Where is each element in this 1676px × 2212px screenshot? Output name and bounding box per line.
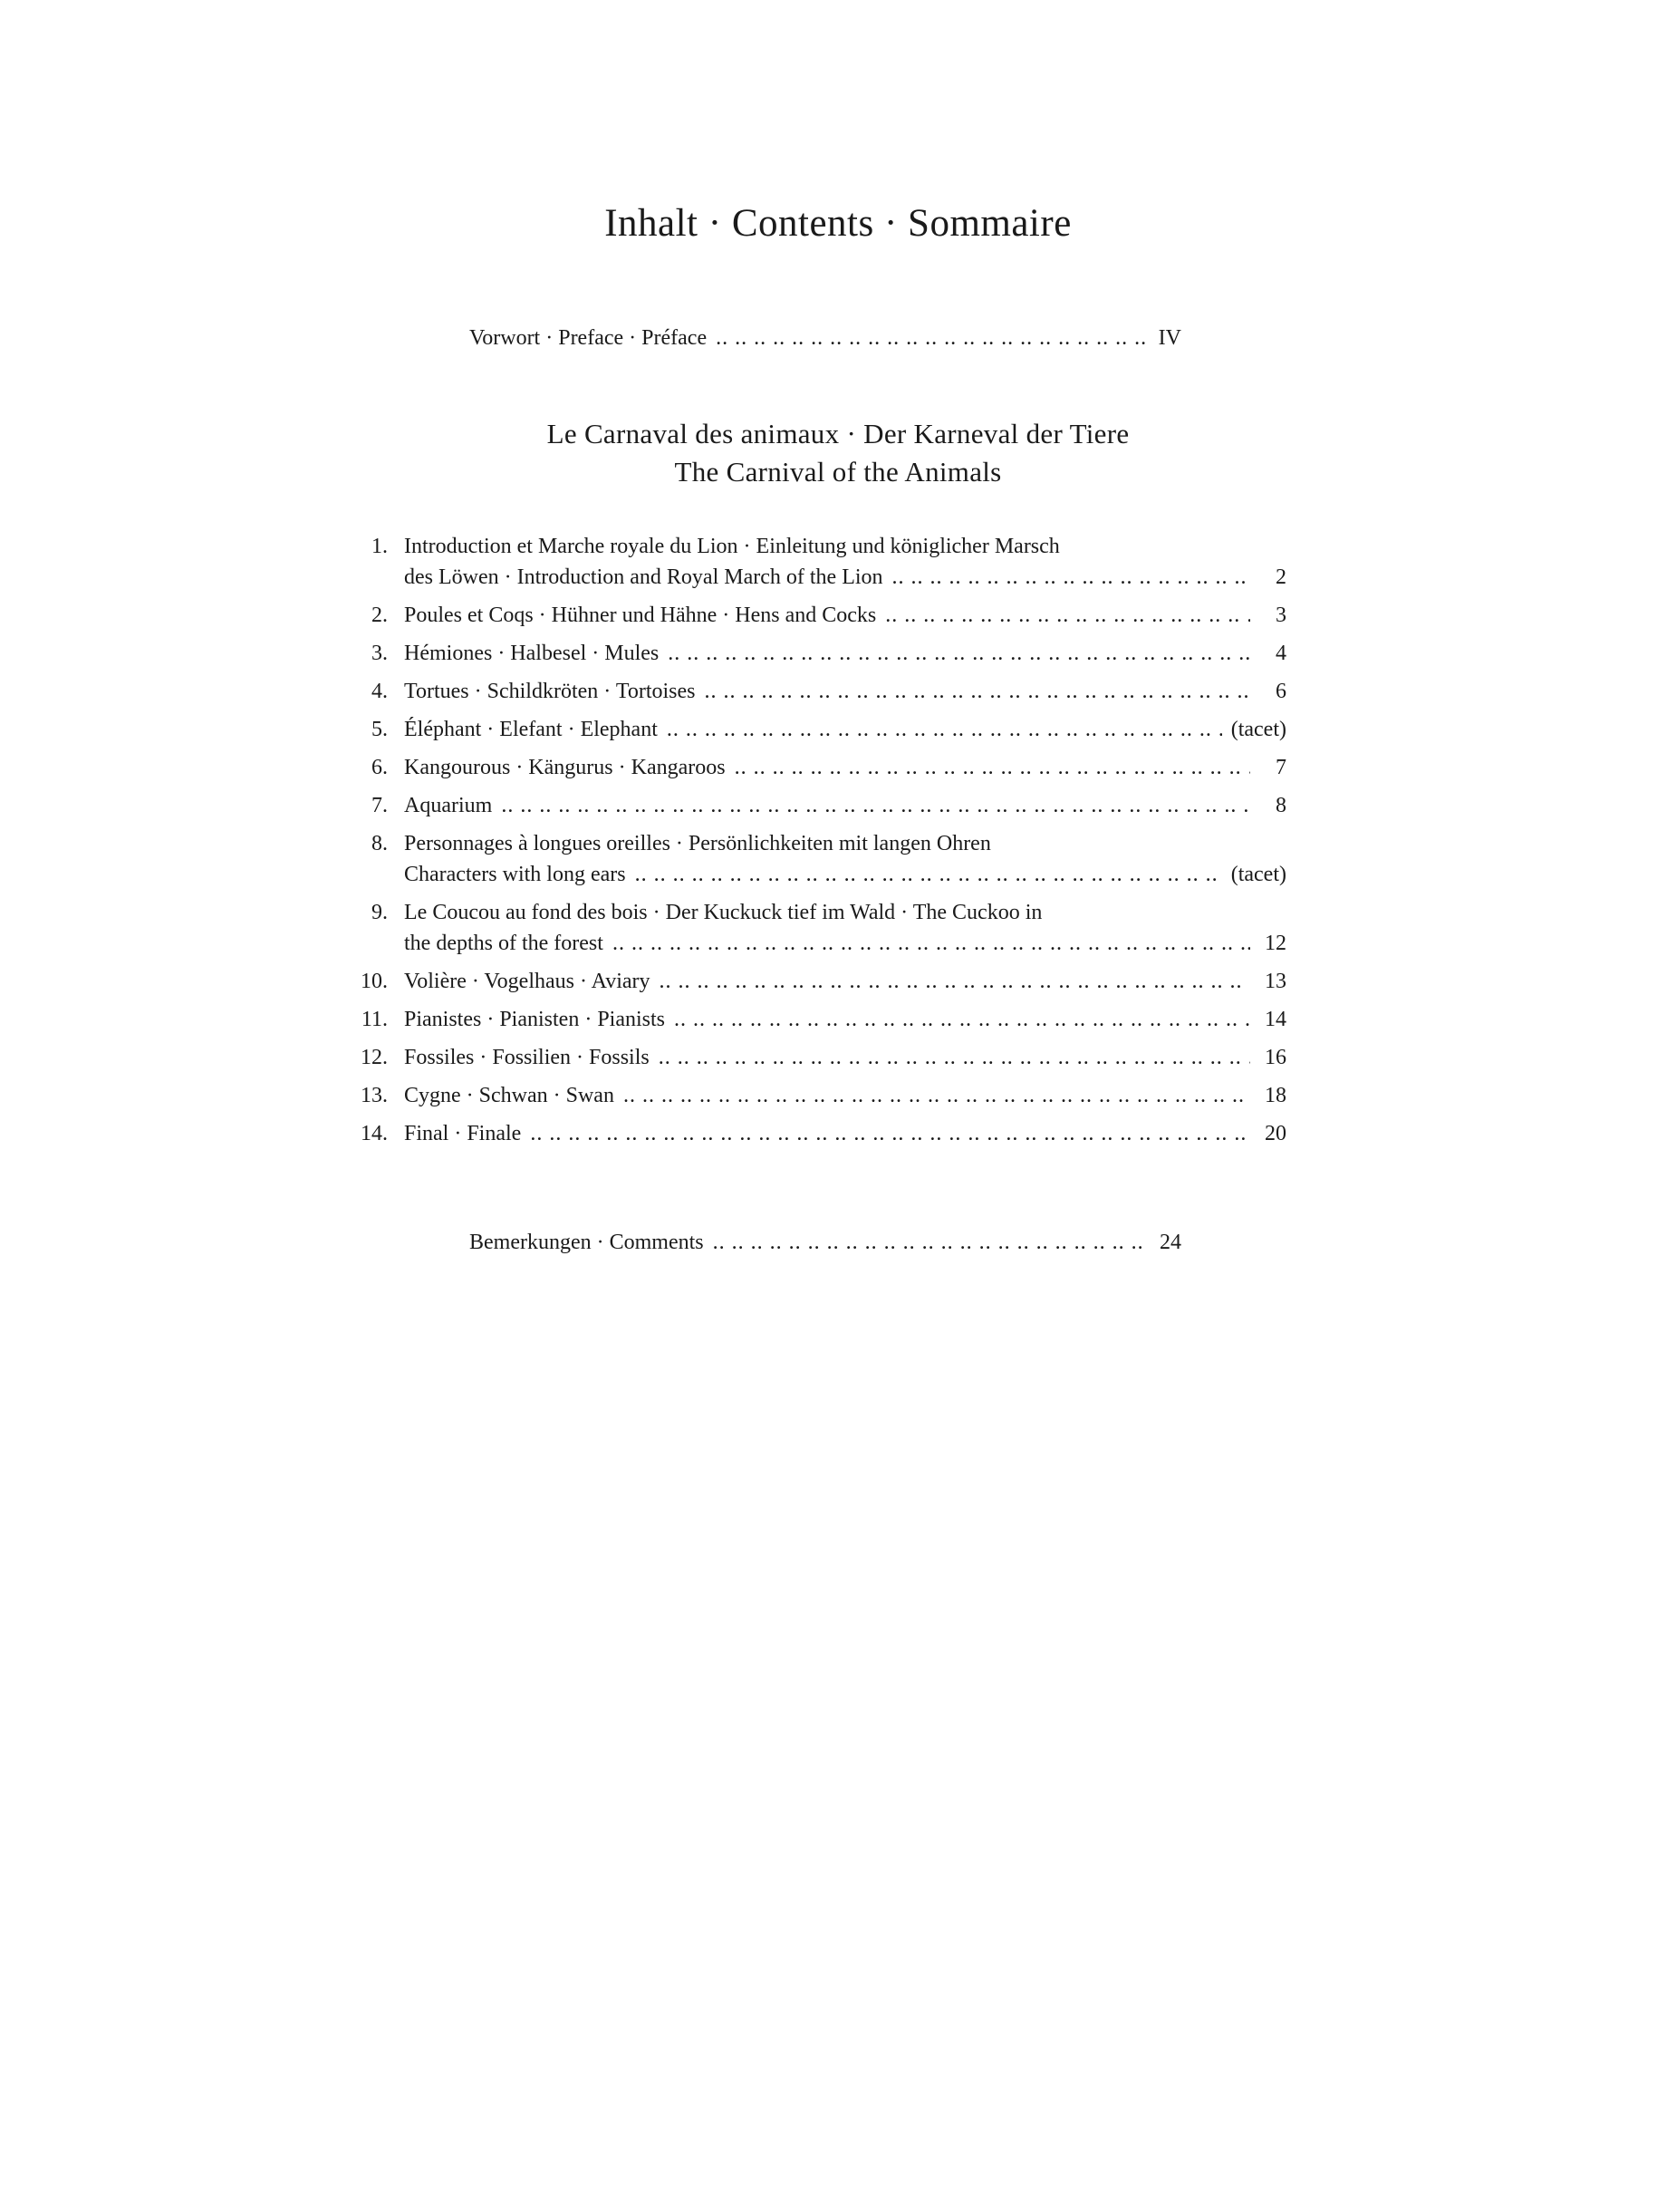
dot-leader [713, 1227, 1151, 1258]
movement-number: 9. [371, 901, 388, 924]
movement-number: 4. [371, 680, 388, 703]
movement-title: the depths of the forest [404, 932, 603, 955]
movement-title: Éléphant · Elefant · Elephant [404, 718, 658, 741]
movement-number: 13. [361, 1084, 388, 1107]
movement-title: Tortues · Schildkröten · Tortoises [404, 680, 696, 703]
page-number: 4 [1276, 642, 1286, 665]
movement-title: Volière · Vogelhaus · Aviary [404, 970, 650, 993]
page-number: 3 [1276, 604, 1286, 627]
page-number: 16 [1265, 1046, 1286, 1069]
movement-title-block [404, 752, 1286, 783]
movement-number: 3. [371, 642, 388, 665]
movement-title-line [404, 752, 1286, 783]
page-number: 6 [1276, 680, 1286, 703]
dot-leader [735, 752, 1250, 783]
toc-entry-movement[interactable] [344, 531, 1286, 593]
movement-title-block [404, 1080, 1286, 1111]
dot-leader [704, 676, 1250, 707]
movement-title: Cygne · Schwan · Swan [404, 1084, 614, 1107]
dot-leader [612, 928, 1250, 959]
movement-title-block [404, 676, 1286, 707]
movement-title-line [404, 714, 1286, 745]
toc-entry-movement[interactable] [344, 828, 1286, 890]
movement-number: 6. [371, 756, 388, 779]
movement-title-line [404, 1042, 1286, 1073]
movement-title-block [404, 897, 1286, 959]
movement-title-line [404, 638, 1286, 669]
movement-number: 14. [361, 1122, 388, 1145]
toc-entry-movement[interactable] [344, 790, 1286, 821]
movement-title-block [404, 1042, 1286, 1073]
dot-leader [659, 1042, 1250, 1073]
movement-title: Final · Finale [404, 1122, 522, 1145]
page-number: 24 [1160, 1231, 1181, 1254]
dot-leader [501, 790, 1250, 821]
dot-leader [716, 323, 1150, 353]
movement-title: Aquarium [404, 794, 493, 817]
movement-title-line [404, 1004, 1286, 1035]
toc-entry-movement[interactable] [344, 638, 1286, 669]
page-number: (tacet) [1230, 718, 1286, 741]
page-number: 13 [1265, 970, 1286, 993]
page-number: 20 [1265, 1122, 1286, 1145]
dot-leader [892, 562, 1250, 593]
dot-leader [668, 638, 1250, 669]
movement-title-block [404, 1118, 1286, 1149]
movement-title-first-line: Personnages à longues oreilles · Persönlichkeiten mit langen Ohren [404, 832, 991, 855]
movement-number: 1. [371, 535, 388, 558]
movement-title-block [404, 531, 1286, 593]
movement-title-line [404, 859, 1286, 890]
toc-entry-movement[interactable] [344, 966, 1286, 997]
entry-label: Bemerkungen · Comments [469, 1231, 704, 1254]
toc-entry-movement[interactable] [344, 600, 1286, 631]
toc-entry-movement[interactable] [344, 1080, 1286, 1111]
movement-number: 10. [361, 970, 388, 993]
dot-leader [667, 714, 1222, 745]
page-number: (tacet) [1230, 863, 1286, 886]
movement-number: 2. [371, 604, 388, 627]
movement-title-block [404, 638, 1286, 669]
movement-title-first-line: Le Coucou au fond des bois · Der Kuckuck tief im Wald · The Cuckoo in [404, 901, 1043, 924]
movement-list [344, 531, 1286, 1156]
movement-title-line [404, 928, 1286, 959]
movement-title: Poules et Coqs · Hühner und Hähne · Hens and Cocks [404, 604, 877, 627]
toc-entry-movement[interactable] [344, 752, 1286, 783]
movement-title: Pianistes · Pianisten · Pianists [404, 1008, 665, 1031]
page-number: 18 [1265, 1084, 1286, 1107]
movement-title: Hémiones · Halbesel · Mules [404, 642, 660, 665]
page-number: 8 [1276, 794, 1286, 817]
movement-number: 8. [371, 832, 388, 855]
page-number: 2 [1276, 565, 1286, 589]
movement-title-block [404, 790, 1286, 821]
dot-leader [660, 966, 1250, 997]
toc-entry-movement[interactable] [344, 1004, 1286, 1035]
page-number: 12 [1265, 932, 1286, 955]
movement-title-block [404, 1004, 1286, 1035]
movement-title-line [404, 562, 1286, 593]
movement-title-line [404, 790, 1286, 821]
movement-number: 11. [361, 1008, 388, 1031]
movement-title-line [404, 1118, 1286, 1149]
movement-title-first-line: Introduction et Marche royale du Lion · Einleitung und königlicher Marsch [404, 535, 1060, 558]
dot-leader [885, 600, 1250, 631]
dot-leader [674, 1004, 1250, 1035]
movement-number: 7. [371, 794, 388, 817]
movement-title-line [404, 966, 1286, 997]
movement-title-line [404, 676, 1286, 707]
dot-leader [530, 1118, 1250, 1149]
entry-label: Vorwort · Preface · Préface [469, 326, 708, 350]
dot-leader [623, 1080, 1250, 1111]
movement-title: Kangourous · Kängurus · Kangaroos [404, 756, 726, 779]
movement-title-line [404, 600, 1286, 631]
movement-number: 5. [371, 718, 388, 741]
toc-entry-preface[interactable] [469, 323, 1181, 353]
movement-title-block [404, 600, 1286, 631]
dot-leader [635, 859, 1222, 890]
page-title: Inhalt · Contents · Sommaire [604, 202, 1072, 245]
toc-entry-movement[interactable] [344, 897, 1286, 959]
movement-title: Characters with long ears [404, 863, 626, 886]
work-title [0, 415, 1676, 491]
page-number: 14 [1265, 1008, 1286, 1031]
toc-entry-movement[interactable] [344, 676, 1286, 707]
page-number: IV [1158, 326, 1181, 350]
work-title-line-1: Le Carnaval des animaux · Der Karneval der Tiere [546, 418, 1130, 449]
toc-entry-movement[interactable] [344, 1118, 1286, 1149]
toc-entry-movement[interactable] [344, 714, 1286, 745]
page-number: 7 [1276, 756, 1286, 779]
work-title-line-2: The Carnival of the Animals [674, 456, 1002, 488]
movement-title-block [404, 714, 1286, 745]
movement-title: des Löwen · Introduction and Royal March of the Lion [404, 565, 883, 589]
movement-title-line [404, 1080, 1286, 1111]
toc-entry-movement[interactable] [344, 1042, 1286, 1073]
movement-number: 12. [361, 1046, 388, 1069]
movement-title: Fossiles · Fossilien · Fossils [404, 1046, 650, 1069]
toc-entry-comments[interactable] [469, 1227, 1181, 1258]
movement-title-block [404, 966, 1286, 997]
movement-title-block [404, 828, 1286, 890]
